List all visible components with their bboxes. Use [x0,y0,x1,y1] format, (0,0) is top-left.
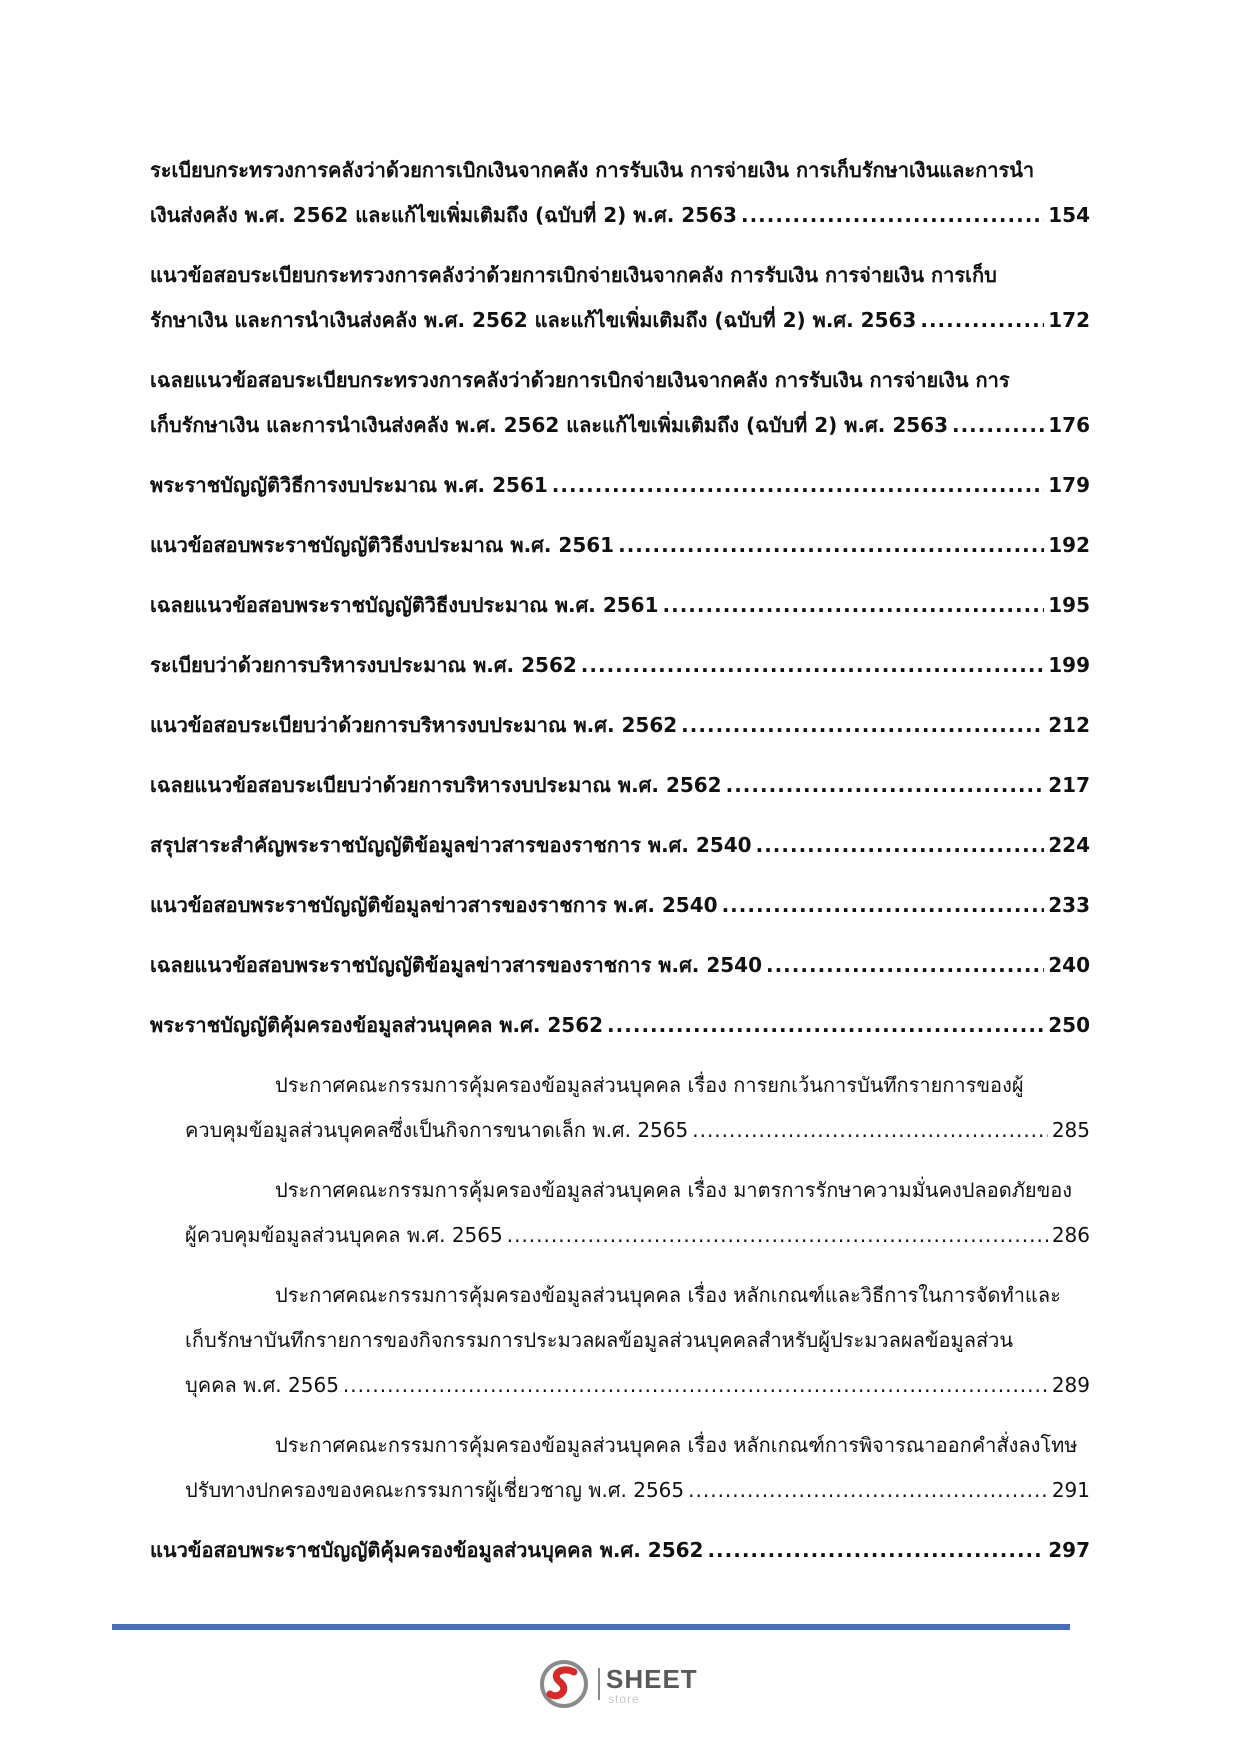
dot-leader [722,883,1045,928]
toc-entry[interactable] [150,148,1090,238]
toc-entry-title: แนวข้อสอบพระราชบัญญัติวิธีงบประมาณ พ.ศ. 2561 [150,533,615,557]
dot-leader [707,1528,1044,1573]
toc-entry[interactable] [150,883,1090,928]
toc-entry[interactable] [150,1528,1090,1573]
page-number: 192 [1048,533,1090,557]
toc-entry[interactable] [150,1003,1090,1048]
page-number: 179 [1048,473,1090,497]
page-number: 176 [1048,413,1090,437]
page-number: 291 [1051,1478,1090,1502]
toc-entry-title: แนวข้อสอบพระราชบัญญัติคุ้มครองข้อมูลส่วนบุคคล พ.ศ. 2562 [150,1538,704,1562]
toc-subentry-title-cont: ผู้ควบคุมข้อมูลส่วนบุคคล พ.ศ. 2565 [185,1223,503,1247]
logo-separator [598,1668,600,1700]
toc-entry-title: แนวข้อสอบพระราชบัญญัติข้อมูลข่าวสารของราชการ พ.ศ. 2540 [150,893,718,917]
footer-rule [112,1624,1070,1630]
page-number: 289 [1051,1373,1090,1397]
toc-entry[interactable] [150,763,1090,808]
dot-leader [952,403,1044,448]
dot-leader [581,643,1044,688]
page-number: 233 [1048,893,1090,917]
dot-leader [688,1468,1048,1513]
page-number: 250 [1048,1013,1090,1037]
toc-entry[interactable] [150,823,1090,868]
page-number: 224 [1048,833,1090,857]
page-number: 217 [1048,773,1090,797]
page-number: 195 [1048,593,1090,617]
toc-entry[interactable] [150,943,1090,988]
logo-text: SHEET [606,1664,698,1694]
toc-entry[interactable] [150,253,1090,343]
dot-leader [920,298,1044,343]
dot-leader [663,583,1045,628]
dot-leader [692,1108,1048,1153]
toc-subentry[interactable] [185,1168,1090,1258]
toc-entry[interactable] [150,703,1090,748]
s-logo-icon [540,1660,588,1708]
toc-subentry-title: ประกาศคณะกรรมการคุ้มครองข้อมูลส่วนบุคคล เรื่อง การยกเว้นการบันทึกรายการของผู้ [275,1073,1024,1097]
page-number: 285 [1051,1118,1090,1142]
toc-entry-title-cont: รักษาเงิน และการนำเงินส่งคลัง พ.ศ. 2562 และแก้ไขเพิ่มเติมถึง (ฉบับที่ 2) พ.ศ. 2563 [150,308,917,332]
toc-entry-title: แนวข้อสอบระเบียบกระทรวงการคลังว่าด้วยการเบิกจ่ายเงินจากคลัง การรับเงิน การจ่ายเงิน การเก็บ [150,263,997,287]
toc-subentry-title-cont: เก็บรักษาบันทึกรายการของกิจกรรมการประมวลผลข้อมูลส่วนบุคคลสำหรับผู้ประมวลผลข้อมูลส่วน [185,1328,1014,1352]
toc-entry[interactable] [150,643,1090,688]
page-number: 240 [1048,953,1090,977]
sheet-store-logo [540,1660,710,1710]
page-number: 212 [1048,713,1090,737]
page-number: 297 [1048,1538,1090,1562]
toc-subentry[interactable] [185,1063,1090,1153]
toc-subentry-title: ประกาศคณะกรรมการคุ้มครองข้อมูลส่วนบุคคล เรื่อง มาตรการรักษาความมั่นคงปลอดภัยของ [275,1178,1073,1202]
page-number: 199 [1048,653,1090,677]
toc-entry[interactable] [150,583,1090,628]
toc-subentry[interactable] [185,1423,1090,1513]
toc-entry-title: พระราชบัญญัติวิธีการงบประมาณ พ.ศ. 2561 [150,473,548,497]
toc-subentry[interactable] [185,1273,1090,1408]
table-of-contents [150,148,1090,1588]
dot-leader [756,823,1045,868]
toc-entry[interactable] [150,358,1090,448]
toc-subentry-title-cont: บุคคล พ.ศ. 2565 [185,1373,339,1397]
toc-entry-title: เฉลยแนวข้อสอบพระราชบัญญัติวิธีงบประมาณ พ.ศ. 2561 [150,593,659,617]
toc-entry-title: เฉลยแนวข้อสอบระเบียบว่าด้วยการบริหารงบประมาณ พ.ศ. 2562 [150,773,722,797]
dot-leader [726,763,1045,808]
page-number: 154 [1048,203,1090,227]
page-number: 172 [1048,308,1090,332]
dot-leader [343,1363,1048,1408]
toc-entry-title: แนวข้อสอบระเบียบว่าด้วยการบริหารงบประมาณ พ.ศ. 2562 [150,713,678,737]
toc-subentry-title-cont: ควบคุมข้อมูลส่วนบุคคลซึ่งเป็นกิจการขนาดเล็ก พ.ศ. 2565 [185,1118,689,1142]
dot-leader [607,1003,1044,1048]
toc-entry-title-cont: เก็บรักษาเงิน และการนำเงินส่งคลัง พ.ศ. 2562 และแก้ไขเพิ่มเติมถึง (ฉบับที่ 2) พ.ศ. 2563 [150,413,948,437]
dot-leader [766,943,1044,988]
dot-leader [681,703,1044,748]
toc-subentry-title-cont: ปรับทางปกครองของคณะกรรมการผู้เชี่ยวชาญ พ.ศ. 2565 [185,1478,685,1502]
dot-leader [618,523,1044,568]
dot-leader [552,463,1044,508]
toc-subentry-title: ประกาศคณะกรรมการคุ้มครองข้อมูลส่วนบุคคล เรื่อง หลักเกณฑ์และวิธีการในการจัดทำและ [275,1283,1061,1307]
toc-entry-title: ระเบียบว่าด้วยการบริหารงบประมาณ พ.ศ. 2562 [150,653,577,677]
dot-leader [507,1213,1048,1258]
toc-entry-title-cont: เงินส่งคลัง พ.ศ. 2562 และแก้ไขเพิ่มเติมถึง (ฉบับที่ 2) พ.ศ. 2563 [150,203,737,227]
toc-subentry-title: ประกาศคณะกรรมการคุ้มครองข้อมูลส่วนบุคคล เรื่อง หลักเกณฑ์การพิจารณาออกคำสั่งลงโทษ [275,1433,1078,1457]
toc-entry-title: สรุปสาระสำคัญพระราชบัญญัติข้อมูลข่าวสารของราชการ พ.ศ. 2540 [150,833,752,857]
toc-entry[interactable] [150,523,1090,568]
toc-entry-title: เฉลยแนวข้อสอบระเบียบกระทรวงการคลังว่าด้วยการเบิกจ่ายเงินจากคลัง การรับเงิน การจ่ายเงิน การ [150,368,1010,392]
toc-entry[interactable] [150,463,1090,508]
dot-leader [741,193,1044,238]
logo-subtext: store [608,1692,640,1706]
toc-entry-title: เฉลยแนวข้อสอบพระราชบัญญัติข้อมูลข่าวสารของราชการ พ.ศ. 2540 [150,953,762,977]
toc-entry-title: ระเบียบกระทรวงการคลังว่าด้วยการเบิกเงินจากคลัง การรับเงิน การจ่ายเงิน การเก็บรักษาเงินและการนำ [150,158,1035,182]
toc-entry-title: พระราชบัญญัติคุ้มครองข้อมูลส่วนบุคคล พ.ศ. 2562 [150,1013,604,1037]
page-number: 286 [1051,1223,1090,1247]
